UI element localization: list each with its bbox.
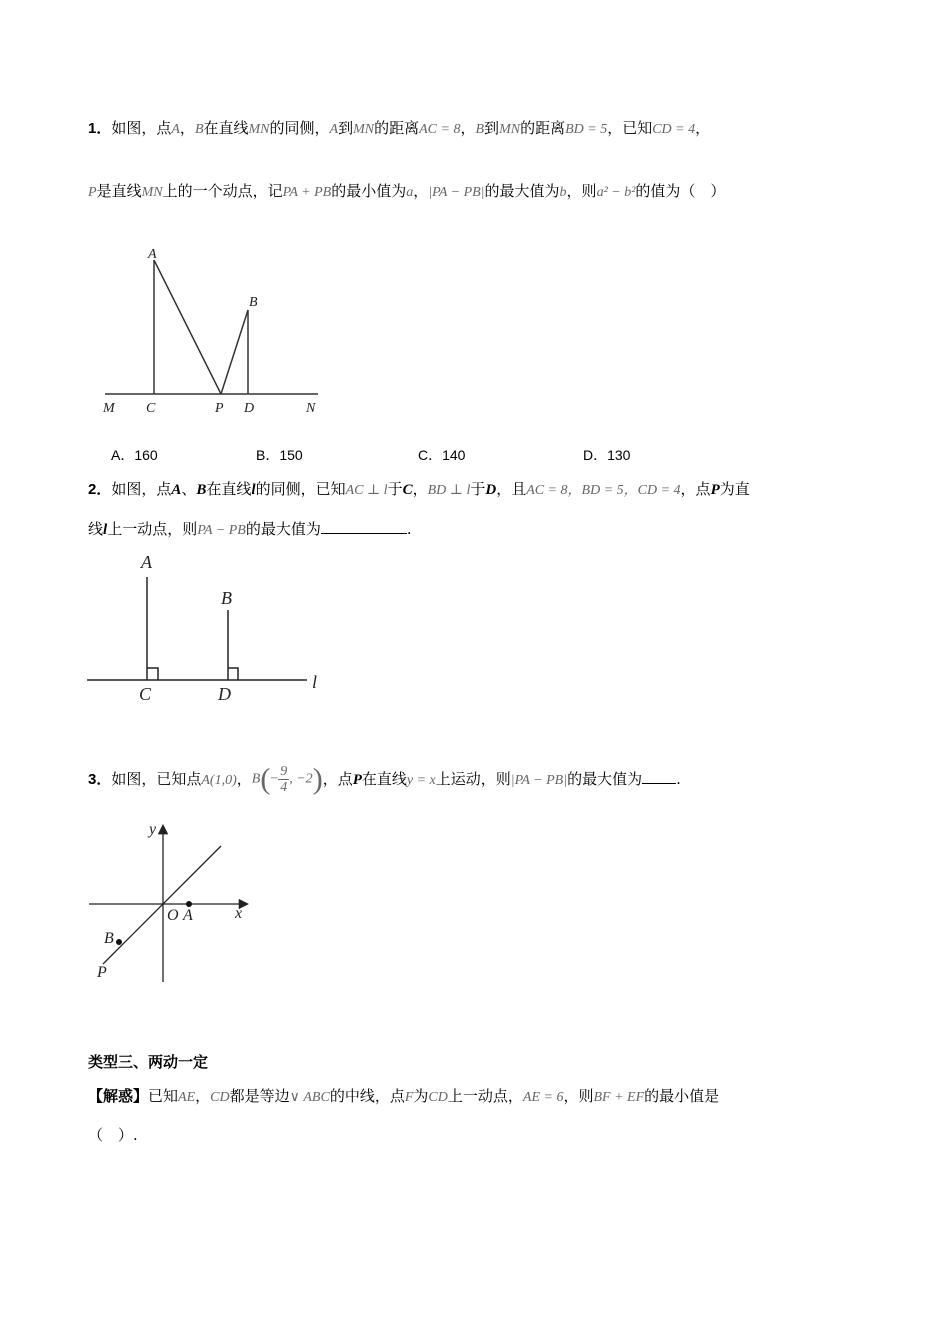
section-line1: 【解惑】已知AE，CD都是等边∨ ABC的中线，点F为CD上一动点，AE = 6，则BF + EF的最小值是: [88, 1087, 720, 1105]
math-AE-value: AE = 6: [522, 1090, 564, 1105]
q2-line1: 2．如图，点A、B在直线l的同侧，已知AC ⊥ l于C，BD ⊥ l于D，且AC = 8，BD = 5，CD = 4，点P为直: [88, 480, 750, 498]
label-D: D: [244, 401, 255, 416]
math-expr: a² − b²: [596, 185, 636, 200]
math-expr: PA − PB: [197, 523, 246, 538]
answer-blank[interactable]: [642, 769, 676, 784]
option-b: B．150: [256, 447, 303, 463]
label-l: l: [312, 672, 318, 692]
math-sum: PA + PB: [282, 185, 332, 200]
math-CD: CD = 4: [652, 122, 696, 137]
label-M: M: [103, 401, 115, 416]
label-N: N: [306, 401, 316, 416]
label-B: B: [249, 295, 258, 310]
q1-figure: [100, 240, 340, 420]
right-angle-D: [228, 668, 238, 680]
label-O: O: [167, 907, 179, 924]
label-x: x: [235, 905, 243, 922]
label-C: C: [146, 401, 156, 416]
q1-line2: P是直线MN上的一个动点，记PA + PB的最小值为a，|PA − PB|的最大值为b，则a² − b²的值为（ ）: [88, 182, 726, 200]
label-P: P: [215, 401, 224, 416]
label-D: D: [218, 684, 231, 704]
math-perp-AC: AC ⊥ l: [345, 483, 388, 498]
math-point-B: B(− $\frac{9}{4}$ , −2): [251, 762, 323, 796]
q2-figure: [85, 550, 335, 710]
q2-line2: 线l上一动点，则PA − PB的最大值为 .: [88, 520, 412, 538]
q2-number: 2．: [88, 481, 112, 498]
math-perp-BD: BD ⊥ l: [427, 483, 471, 498]
math-triangle: ∨ ABC: [289, 1090, 330, 1105]
math-MN: MN: [248, 122, 270, 137]
q1-line1: 1．如图，点A，B在直线MN的同侧，A到MN的距离AC = 8，B到MN的距离BD = 5，已知CD = 4，: [88, 119, 711, 137]
label-B: B: [104, 930, 114, 947]
option-a: A．160: [111, 447, 158, 463]
math-AC: AC = 8: [419, 122, 461, 137]
segment-AP: [154, 260, 221, 394]
math-abs-diff: |PA − PB|: [510, 773, 568, 788]
option-c: C．140: [418, 447, 466, 463]
q3-figure: [85, 820, 255, 990]
math-expr: BF + EF: [593, 1090, 645, 1105]
label-P: P: [97, 964, 107, 981]
math-abs-diff: |PA − PB|: [428, 185, 485, 200]
label-C: C: [139, 684, 152, 704]
segment-PB: [221, 310, 248, 394]
label-y: y: [149, 821, 157, 838]
label-A: A: [148, 247, 157, 262]
math-A: A: [171, 122, 180, 137]
label-B: B: [221, 588, 232, 608]
option-d: D．130: [583, 447, 631, 463]
math-values: AC = 8，BD = 5，CD = 4: [526, 483, 681, 498]
q3-line1: 3．如图，已知点A(1,0)，B(− $\frac{9}{4}$ , −2)，点P在直线y = x上运动，则|PA − PB|的最大值为 .: [88, 762, 681, 796]
q1-number: 1．: [88, 120, 112, 137]
point-B: [116, 939, 122, 945]
right-angle-C: [147, 668, 158, 680]
section-line2: （ ）.: [88, 1126, 138, 1144]
q3-number: 3．: [88, 771, 112, 788]
math-line: y = x: [406, 773, 436, 788]
math-B: B: [194, 122, 204, 137]
math-point-A: A(1,0): [201, 773, 237, 788]
label-A: A: [183, 907, 193, 924]
section-tag: 【解惑】: [88, 1087, 149, 1105]
answer-blank[interactable]: [321, 519, 407, 534]
line-y-equals-x: [103, 846, 221, 964]
math-BD: BD = 5: [565, 122, 608, 137]
label-A: A: [141, 552, 152, 572]
section-heading: 类型三、两动一定: [88, 1053, 209, 1071]
